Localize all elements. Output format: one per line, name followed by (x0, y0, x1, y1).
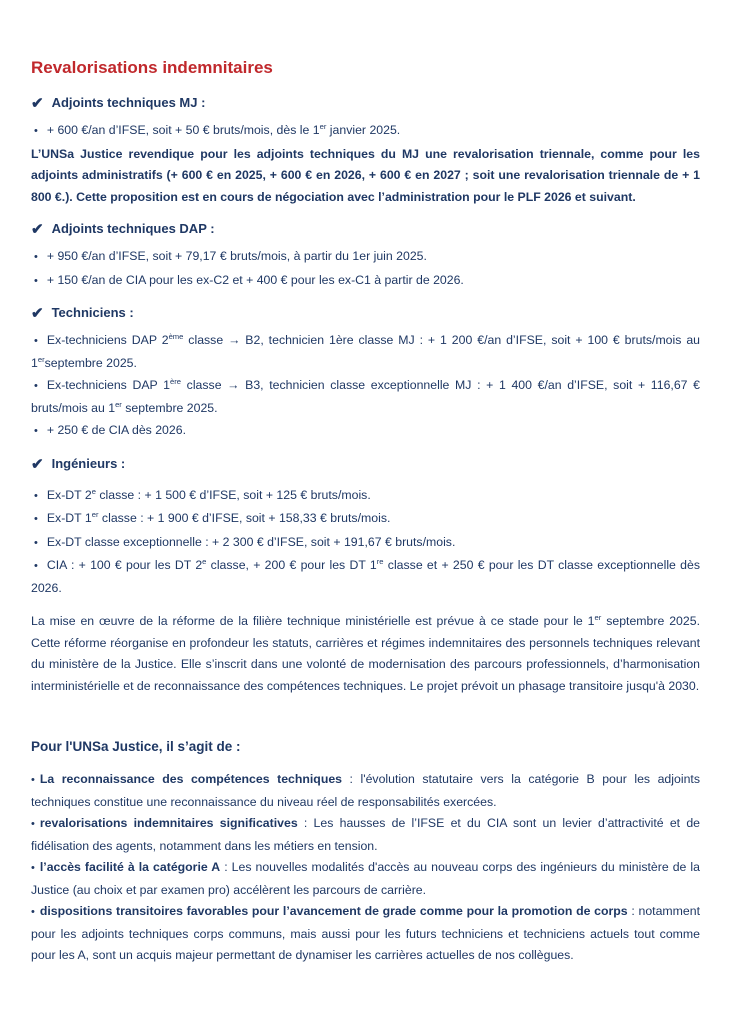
heading-adjoints-techniques-dap (31, 220, 700, 238)
bullet-icon: • (34, 380, 38, 392)
text-run: : l'évolution statutaire vers la catégorie B pour les adjoints techniques constitue une reconnaissance du niveau réel de responsabilités exercées. (31, 772, 700, 809)
superscript-text: ème (168, 331, 184, 341)
text-run: dispositions transitoires favorables pour l’avancement de grade comme pour la promotion de corps (39, 904, 628, 918)
bullet-text (47, 511, 391, 525)
superscript-text: e (202, 556, 207, 566)
text-run: La mise en œuvre de la réforme de la filière technique ministérielle est prévue à ce stade pour le 1 (31, 614, 595, 628)
bullet-text (31, 378, 700, 415)
superscript-text: ère (170, 376, 182, 386)
bullet-item (31, 270, 700, 293)
bullet-icon: • (34, 536, 38, 549)
heading-techniciens (31, 304, 700, 322)
text-run: + 250 € de CIA dès 2026. (46, 423, 186, 437)
bullet-icon: • (31, 906, 35, 918)
bullet-text (47, 488, 371, 502)
bullet-item (31, 769, 700, 813)
text-run: Ex-techniciens DAP 2 (46, 333, 169, 347)
bullet-item (31, 420, 700, 443)
text-run: + 950 €/an d’IFSE, soit + 79,17 € bruts/mois, à partir du 1er juin 2025. (46, 249, 427, 263)
bullet-item (31, 901, 700, 967)
text-run: L’UNSa Justice revendique pour les adjoints techniques du MJ une revalorisation triennale, comme pour les adjoints administratifs (+ 600 € en 2025, + 600 € en 2026, + 600 € en 2027 ; soit une revalorisation triennale de + 1 800 €.). Cette proposition est en cours de négociation avec l’administration pour le PLF 2026 et suivant. (31, 146, 700, 204)
check-icon: ✔ (31, 305, 44, 322)
text-run: La reconnaissance des compétences techniques (39, 772, 343, 786)
bullet-icon: • (34, 425, 38, 437)
text-run: Ex-DT 1 (46, 511, 92, 525)
bullet-item (31, 375, 700, 419)
bullet-icon: • (34, 251, 38, 263)
text-run: classe, + 200 € pour les DT 1 (206, 558, 377, 572)
bullet-text (31, 333, 700, 370)
heading-ingenieurs (31, 455, 700, 473)
text-run: Ex-DT classe exceptionnelle : + 2 300 € d’IFSE, soit + 191,67 € bruts/mois. (46, 534, 456, 549)
text-run: + 150 €/an de CIA pour les ex-C2 et + 400 € pour les ex-C1 à partir de 2026. (46, 272, 464, 287)
superscript-text: e (91, 486, 96, 496)
text-run: septembre 2025. (44, 355, 137, 370)
paragraph-revendication-unsa (31, 144, 700, 209)
bullet-text (47, 249, 427, 263)
text-run: Ex-techniciens DAP 1 (46, 378, 171, 392)
text-run: revalorisations indemnitaires significatives (39, 816, 298, 830)
superscript-text: er (115, 399, 122, 409)
bullet-text (31, 860, 700, 897)
bullet-item (31, 485, 700, 508)
heading-pour-unsa-justice: Pour l'UNSa Justice, il s’agit de : (31, 739, 241, 754)
page-title: Revalorisations indemnitaires (31, 58, 273, 77)
bullet-text (47, 273, 464, 287)
text-run: classe : + 1 500 € d’IFSE, soit + 125 € bruts/mois. (95, 487, 371, 502)
text-run: septembre 2025. (121, 400, 218, 415)
superscript-text: er (37, 354, 45, 364)
bullet-item (31, 813, 700, 857)
text-run: classe : + 1 900 € d’IFSE, soit + 158,33 € bruts/mois. (98, 511, 391, 525)
bullet-text (31, 558, 700, 595)
heading-adjoints-techniques-mj (31, 94, 700, 112)
check-icon: ✔ (31, 221, 44, 238)
text-run: classe → B2, technicien 1ère classe MJ : + 1 200 €/an d’IFSE, soit + 100 € bruts/mois au 1 (31, 333, 701, 370)
heading-label: Adjoints techniques DAP : (51, 221, 215, 236)
bullet-text (31, 816, 700, 853)
bullet-item (31, 246, 700, 269)
check-icon: ✔ (31, 95, 44, 112)
bullet-icon: • (34, 274, 38, 287)
text-run: septembre 2025. Cette réforme réorganise en profondeur les statuts, carrières et régimes indemnitaires des personnels techniques relevant du ministère de la Justice. Elle s’inscrit dans une volonté de modernisation des parcours professionnels, d’harmonisation interministérielle et de reconnaissance des compétences techniques. Le projet prévoit un phasage transitoire jusqu'à 2030. (31, 614, 700, 693)
bullet-text (47, 123, 400, 137)
heading-label: Techniciens : (51, 305, 134, 320)
bullet-item (31, 532, 700, 555)
bullet-icon: • (31, 862, 35, 874)
paragraph-reforme-filiere (31, 611, 700, 697)
bullet-item (31, 330, 700, 374)
check-icon: ✔ (31, 455, 44, 473)
bullet-icon: • (34, 489, 38, 502)
bullet-icon: • (31, 774, 35, 786)
text-run: janvier 2025. (326, 123, 401, 137)
text-run: Ex-DT 2 (46, 487, 92, 502)
superscript-text: er (91, 509, 99, 519)
superscript-text: er (594, 612, 602, 622)
text-run: : Les nouvelles modalités d'accès au nouveau corps des ingénieurs du ministère de la Justice (au choix et par examen pro) accélèrent les parcours de carrière. (31, 860, 700, 897)
text-run: CIA : + 100 € pour les DT 2 (46, 558, 203, 572)
bullet-text (47, 535, 456, 549)
text-run: + 600 €/an d’IFSE, soit + 50 € bruts/mois, dès le 1 (46, 123, 320, 137)
superscript-text: er (319, 121, 327, 131)
bullet-item (31, 508, 700, 531)
text-run: : notamment pour les adjoints techniques corps communs, mais aussi pour les futurs techniciens et techniciens actuels tout comme pour les A, sont un acquis majeur permettant de dynamiser les carrières actuelles de nos collègues. (31, 904, 701, 962)
bullet-icon: • (34, 125, 38, 137)
superscript-text: re (376, 556, 384, 566)
bullet-icon: • (34, 513, 38, 525)
bullet-icon: • (34, 560, 38, 572)
bullet-icon: • (34, 335, 38, 347)
bullet-text (31, 772, 700, 809)
bullet-item (31, 120, 700, 143)
bullet-text (47, 423, 186, 437)
text-run: classe → B3, technicien classe exceptionnelle MJ : + 1 400 €/an d’IFSE, soit + 116,67 € bruts/mois au 1 (31, 378, 700, 415)
text-run: : Les hausses de l’IFSE et du CIA sont un levier d’attractivité et de fidélisation des agents, notamment dans les métiers en tension. (31, 816, 700, 853)
text-run: classe et + 250 € pour les DT classe exceptionnelle dès 2026. (31, 558, 700, 595)
bullet-text (31, 904, 700, 962)
text-run: l’accès facilité à la catégorie A (39, 860, 221, 874)
heading-label: Ingénieurs : (51, 455, 126, 471)
bullet-item (31, 857, 700, 901)
heading-label: Adjoints techniques MJ : (51, 95, 206, 110)
bullet-item (31, 555, 700, 599)
bullet-icon: • (31, 818, 35, 830)
